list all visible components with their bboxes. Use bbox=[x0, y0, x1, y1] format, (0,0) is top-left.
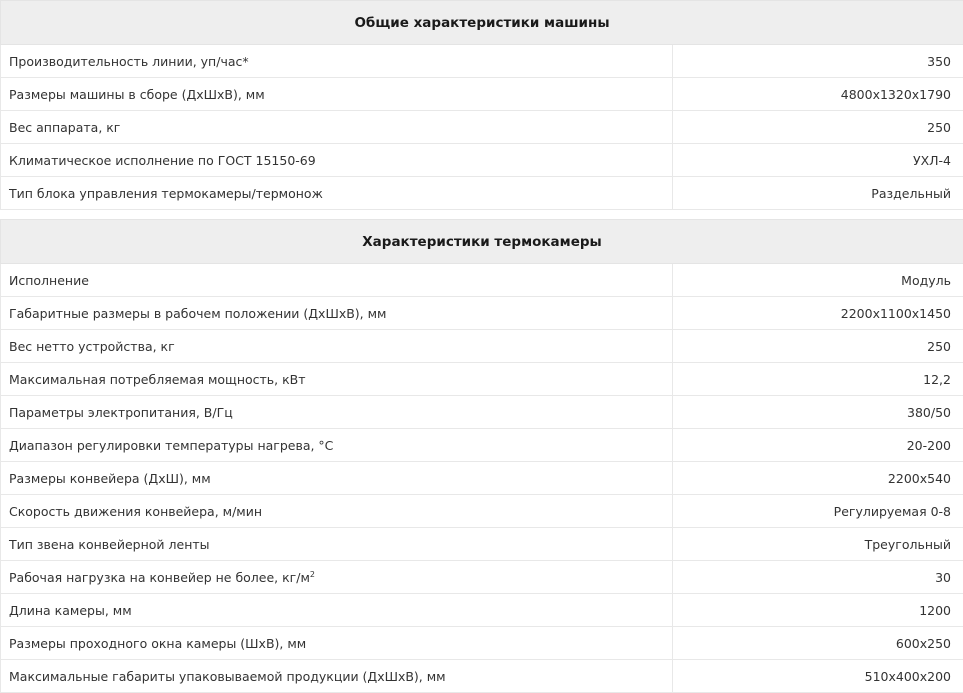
spec-value: 380/50 bbox=[673, 396, 963, 429]
spec-label: Габаритные размеры в рабочем положении (ДхШхВ), мм bbox=[1, 297, 673, 330]
table-row bbox=[1, 561, 963, 594]
spec-value: 510x400x200 bbox=[673, 660, 963, 693]
spec-value: Треугольный bbox=[673, 528, 963, 561]
spec-value: 30 bbox=[673, 561, 963, 594]
spec-label: Максимальная потребляемая мощность, кВт bbox=[1, 363, 673, 396]
spec-value: 350 bbox=[673, 45, 963, 78]
table-row bbox=[1, 363, 963, 396]
spec-label: Скорость движения конвейера, м/мин bbox=[1, 495, 673, 528]
section-header-row bbox=[1, 1, 963, 45]
spec-label: Размеры проходного окна камеры (ШхВ), мм bbox=[1, 627, 673, 660]
spec-value: 250 bbox=[673, 330, 963, 363]
table-row bbox=[1, 297, 963, 330]
table-row bbox=[1, 264, 963, 297]
table-row bbox=[1, 144, 963, 177]
table-row bbox=[1, 660, 963, 693]
spec-label: Длина камеры, мм bbox=[1, 594, 673, 627]
spec-value: 1200 bbox=[673, 594, 963, 627]
spec-value: Модуль bbox=[673, 264, 963, 297]
spec-label: Максимальные габариты упаковываемой продукции (ДхШхВ), мм bbox=[1, 660, 673, 693]
table-row bbox=[1, 78, 963, 111]
section-header-row bbox=[1, 220, 963, 264]
table-row bbox=[1, 495, 963, 528]
spec-value: 250 bbox=[673, 111, 963, 144]
spec-value: 20-200 bbox=[673, 429, 963, 462]
spec-label-cell bbox=[1, 561, 673, 594]
table-row bbox=[1, 111, 963, 144]
spec-label: Вес аппарата, кг bbox=[1, 111, 673, 144]
spec-label: Производительность линии, уп/час* bbox=[1, 45, 673, 78]
spec-label: Размеры конвейера (ДхШ), мм bbox=[1, 462, 673, 495]
spec-value: Регулируемая 0-8 bbox=[673, 495, 963, 528]
unit-superscript: 2 bbox=[310, 569, 315, 578]
spec-value: Раздельный bbox=[673, 177, 963, 210]
spec-label: Исполнение bbox=[1, 264, 673, 297]
table-row bbox=[1, 45, 963, 78]
spec-label: Тип блока управления термокамеры/термонож bbox=[1, 177, 673, 210]
spec-label: Рабочая нагрузка на конвейер не более, кг/м bbox=[9, 570, 310, 585]
section-gap bbox=[1, 210, 963, 220]
table-row bbox=[1, 462, 963, 495]
spec-value: УХЛ-4 bbox=[673, 144, 963, 177]
table-row bbox=[1, 528, 963, 561]
table-row bbox=[1, 627, 963, 660]
spec-label: Тип звена конвейерной ленты bbox=[1, 528, 673, 561]
spec-label: Размеры машины в сборе (ДхШхВ), мм bbox=[1, 78, 673, 111]
table-row bbox=[1, 594, 963, 627]
spec-value: 2200x1100x1450 bbox=[673, 297, 963, 330]
spec-label: Диапазон регулировки температуры нагрева, °С bbox=[1, 429, 673, 462]
spec-label: Параметры электропитания, В/Гц bbox=[1, 396, 673, 429]
spec-value: 2200x540 bbox=[673, 462, 963, 495]
spec-label: Климатическое исполнение по ГОСТ 15150-69 bbox=[1, 144, 673, 177]
table-row bbox=[1, 396, 963, 429]
spec-value: 4800x1320x1790 bbox=[673, 78, 963, 111]
section-title-general: Общие характеристики машины bbox=[1, 1, 963, 45]
spec-label: Вес нетто устройства, кг bbox=[1, 330, 673, 363]
spec-value: 600x250 bbox=[673, 627, 963, 660]
table-row bbox=[1, 429, 963, 462]
section-title-thermo: Характеристики термокамеры bbox=[1, 220, 963, 264]
table-row bbox=[1, 177, 963, 210]
table-row bbox=[1, 330, 963, 363]
spec-value: 12,2 bbox=[673, 363, 963, 396]
